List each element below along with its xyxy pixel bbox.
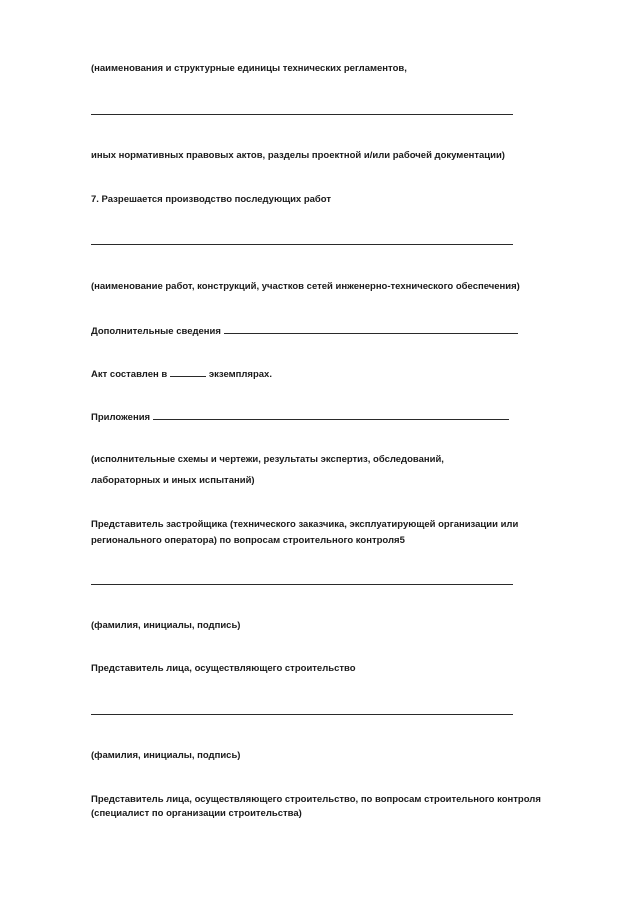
developer-rep-line-1: Представитель застройщика (технического заказчика, эксплуатирующей организации или <box>91 519 519 530</box>
builder-rep-signature-caption: (фамилия, инициалы, подпись) <box>91 750 241 761</box>
additional-info-label: Дополнительные сведения <box>91 326 221 337</box>
copies-row <box>91 367 272 380</box>
works-caption: (наименование работ, конструкций, участков сетей инженерно-технического обеспечения) <box>91 281 520 292</box>
additional-info-blank <box>224 324 518 334</box>
regulations-caption-line-2: иных нормативных правовых актов, разделы проектной и/или рабочей документации) <box>91 150 505 161</box>
developer-rep-signature-caption: (фамилия, инициалы, подпись) <box>91 620 241 631</box>
appendices-label: Приложения <box>91 412 151 423</box>
developer-rep-line-2: регионального оператора) по вопросам строительного контроля5 <box>91 535 405 546</box>
builder-control-rep-line-2: (специалист по организации строительства) <box>91 808 302 819</box>
appendices-caption-line-2: лабораторных и иных испытаний) <box>91 475 255 486</box>
regulations-blank-line <box>91 114 513 115</box>
subsequent-works-blank-line <box>91 244 513 245</box>
copies-label-suffix: экземплярах. <box>208 369 272 380</box>
additional-info-row <box>91 324 518 337</box>
builder-control-rep-line-1: Представитель лица, осуществляющего строительство, по вопросам строительного контроля <box>91 794 541 805</box>
builder-rep-signature-blank <box>91 714 513 715</box>
appendices-blank <box>153 410 509 420</box>
appendices-row <box>91 410 509 423</box>
regulations-caption-line-1: (наименования и структурные единицы технических регламентов, <box>91 63 407 74</box>
section-7-heading: 7. Разрешается производство последующих работ <box>91 194 332 205</box>
developer-rep-signature-blank <box>91 584 513 585</box>
builder-rep-heading: Представитель лица, осуществляющего строительство <box>91 663 356 674</box>
copies-label-prefix: Акт составлен в <box>91 369 168 380</box>
copies-count-blank <box>170 367 206 377</box>
appendices-caption-line-1: (исполнительные схемы и чертежи, результаты экспертиз, обследований, <box>91 454 444 465</box>
